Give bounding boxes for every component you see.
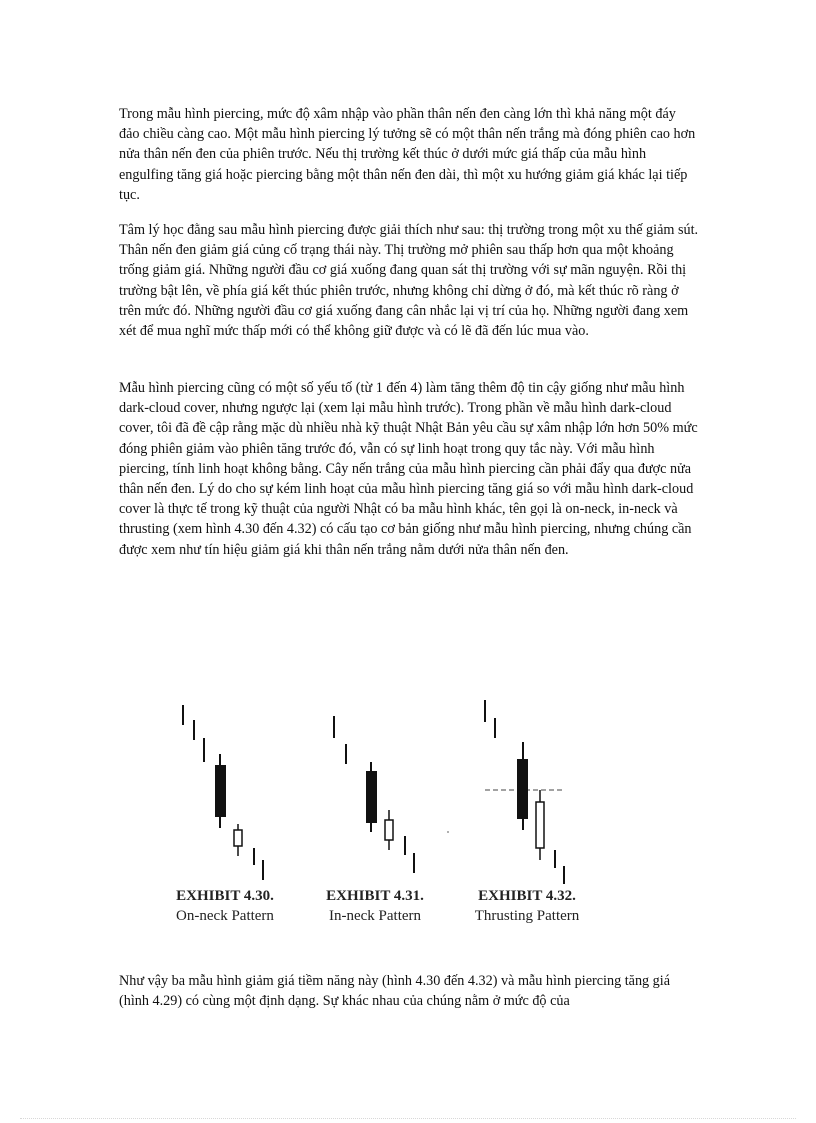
thrusting-candles (485, 700, 564, 884)
on-neck-black-body (216, 766, 225, 816)
thrusting-black-body (518, 760, 527, 818)
paragraph-comparison: Như vậy ba mẫu hình giảm giá tiềm năng này (hình 4.30 đến 4.32) và mẫu hình piercing tăng giá (hình 4.29) có cùng một định dạng. Sự khác nhau của chúng nằm ở mức độ của (119, 973, 671, 1010)
on-neck-white-body (234, 830, 242, 846)
paragraph-piercing-reliability: Mẫu hình piercing cũng có một số yếu tố (từ 1 đến 4) làm tăng thêm độ tin cậy giống như mẫu hình dark-cloud cover, nhưng ngược lại (xem lại mẫu hình trước). Trong phần về mẫu hình dark-cloud cover, tôi đã đề cập rằng mặc dù nhiều nhà kỹ thuật Nhật Bản yêu cầu sự xâm nhập lớn hơn 50% mức đóng phiên giảm vào phiên tăng trước đó, vẫn có sự linh hoạt trong quy tắc này. Với mẫu hình piercing, tính linh hoạt không bằng. Cây nến trắng của mẫu hình piercing cần phải đẩy qua được nửa thân nến đen. Lý do cho sự kém linh hoạt của mẫu hình piercing tăng giá so với mẫu hình dark-cloud cover là thực tế trong kỹ thuật của người Nhật có ba mẫu hình khác, tên gọi là on-neck, in-neck và thrusting (xem hình 4.30 đến 4.32) có cấu tạo cơ bản giống như mẫu hình piercing, nhưng chúng cần được xem như tín hiệu giảm giá khi thân nến trắng nằm dưới nửa thân nến đen. (119, 380, 698, 558)
exhibit-4-31-title: In-neck Pattern (328, 908, 422, 924)
exhibit-4-30-title: On-neck Pattern (176, 908, 274, 924)
paragraph-piercing-psychology: Tâm lý học đằng sau mẫu hình piercing được giải thích như sau: thị trường trong một xu thế giảm sút. Thân nến đen giảm giá củng cố trạng thái này. Thị trường mở phiên sau thấp hơn qua một khoảng trống giảm giá. Những người đầu cơ giá xuống đang quan sát thị trường với sự mãn nguyện. Rồi thị trường bật lên, về phía giá kết thúc phiên trước, nhưng không chỉ dừng ở đó, mà kết thúc rõ ràng ở trên mức đó. Những người đầu cơ giá xuống đang cân nhắc lại vị trí của họ. Những người đang xem xét để mua nghĩ mức thấp mới có thể không giữ được và có lẽ đã đến lúc mua vào. (119, 222, 699, 340)
page-bottom-divider (20, 1118, 796, 1119)
exhibit-4-32-label: EXHIBIT 4.32. (478, 888, 576, 904)
paragraph-piercing-intro: Trong mẫu hình piercing, mức độ xâm nhập vào phần thân nến đen càng lớn thì khả năng một đáy đảo chiều càng cao. Một mẫu hình piercing lý tưởng sẽ có một thân nến trắng mà đóng phiên cao hơn nửa thân nến đen của phiên trước. Nếu thị trường kết thúc ở dưới mức giá thấp của mẫu hình engulfing tăng giá hoặc piercing bằng một thân nến đen dài, thì một xu hướng giảm giá khác lại tiếp tục. (119, 106, 696, 203)
on-neck-candles (183, 705, 263, 880)
thrusting-white-body (536, 802, 544, 848)
exhibit-4-31-caption (300, 886, 450, 926)
in-neck-candles (334, 716, 414, 873)
candlestick-exhibits-figure (150, 690, 620, 940)
exhibit-4-32-title: Thrusting Pattern (474, 908, 580, 924)
in-neck-white-body (385, 820, 393, 840)
in-neck-black-body (367, 772, 376, 822)
candlestick-illustrations (150, 690, 620, 885)
exhibit-4-30-caption (150, 886, 300, 926)
exhibit-4-30-label: EXHIBIT 4.30. (176, 888, 274, 904)
exhibit-4-31-label: EXHIBIT 4.31. (326, 888, 424, 904)
exhibit-4-32-caption (452, 886, 602, 926)
stray-dot (447, 831, 449, 833)
